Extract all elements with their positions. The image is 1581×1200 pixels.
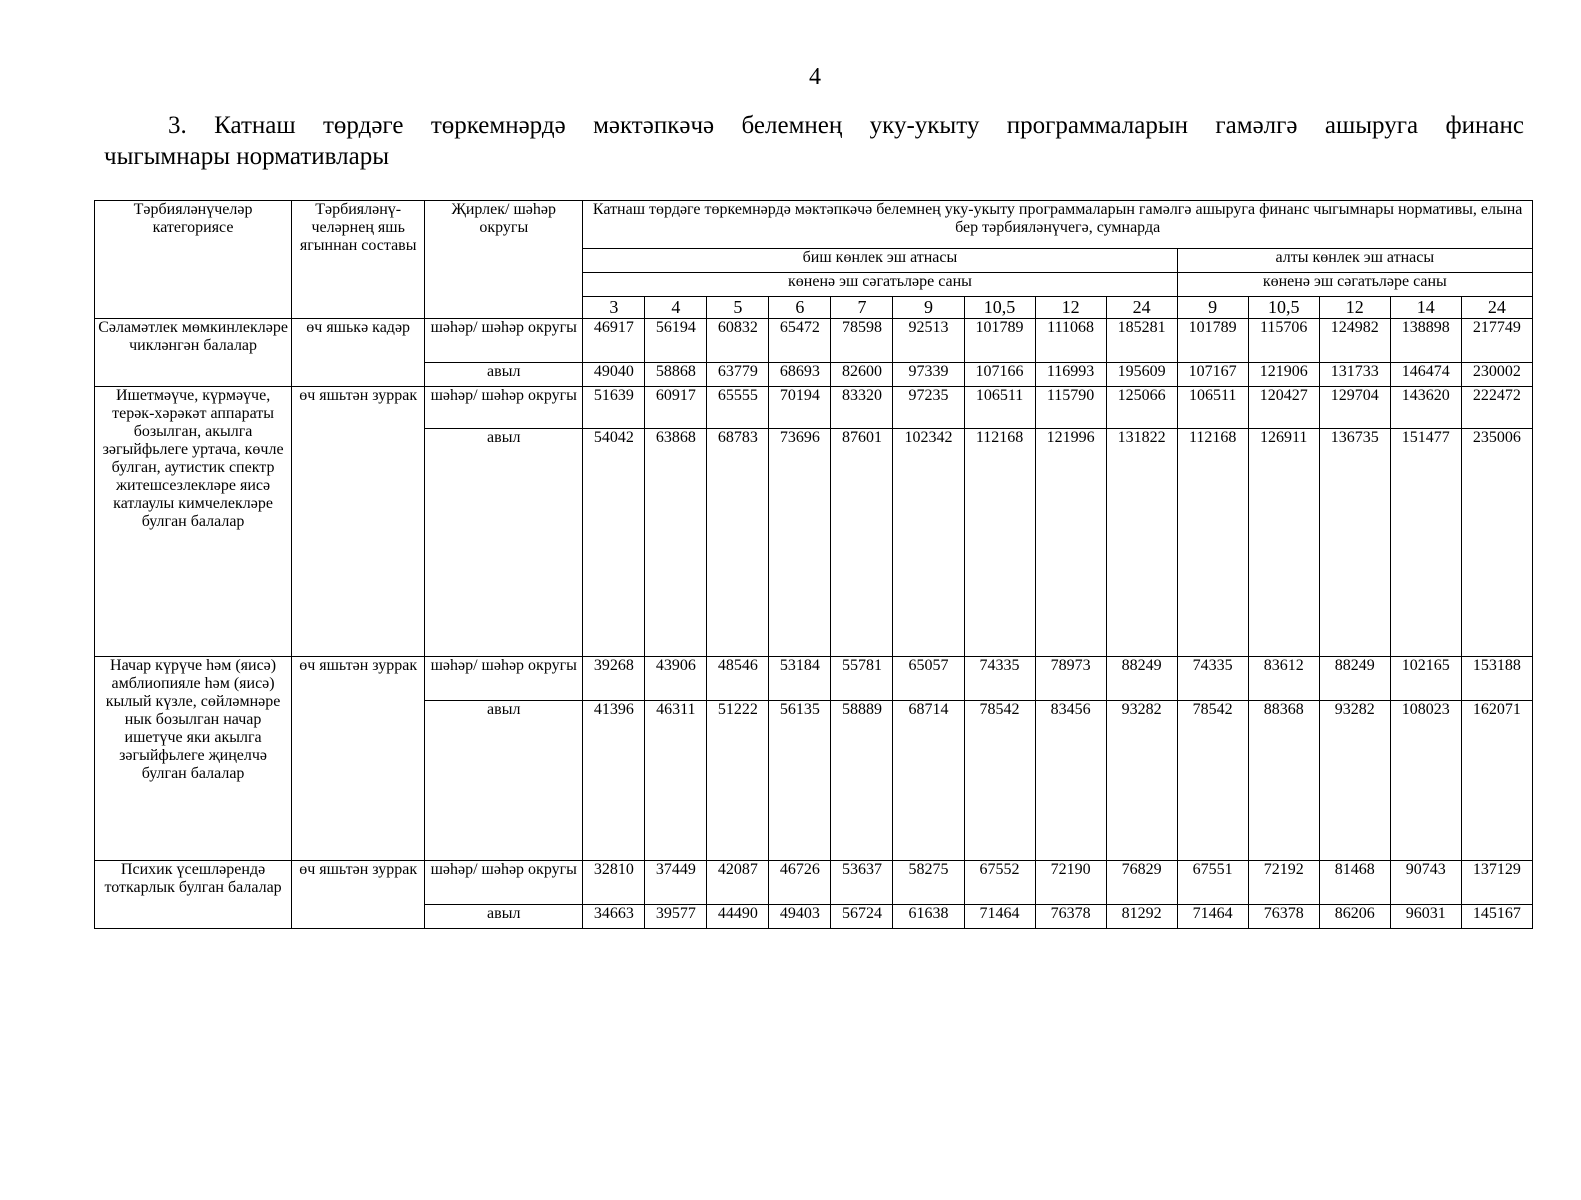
value-cell: 121906 [1248, 363, 1319, 387]
value-cell: 106511 [964, 387, 1035, 429]
value-cell: 111068 [1035, 319, 1106, 363]
value-cell: 65057 [893, 657, 964, 701]
value-cell: 67551 [1177, 861, 1248, 905]
location-cell: шәһәр/ шәһәр округы [425, 861, 583, 905]
value-cell: 90743 [1390, 861, 1461, 905]
category-cell: Начар күрүче һәм (яисә) амблиопияле һәм (яисә) кылый күзле, сөйләмнәре нык бозылган начар ишетүче яки акылга зәгыйфьлеге җиңелчә булган балалар [95, 657, 292, 861]
value-cell: 222472 [1461, 387, 1532, 429]
value-cell: 51639 [583, 387, 645, 429]
header-category: Тәрбияләнүчеләр категориясе [95, 201, 292, 319]
value-cell: 60832 [707, 319, 769, 363]
value-cell: 88249 [1106, 657, 1177, 701]
header-hours-cell: 9 [893, 297, 964, 319]
header-hours-cell: 12 [1035, 297, 1106, 319]
header-hours-cell: 7 [831, 297, 893, 319]
value-cell: 92513 [893, 319, 964, 363]
value-cell: 97339 [893, 363, 964, 387]
value-cell: 73696 [769, 429, 831, 657]
value-cell: 67552 [964, 861, 1035, 905]
value-cell: 43906 [645, 657, 707, 701]
document-heading [104, 110, 1524, 172]
age-cell: өч яшьтән зуррак [292, 657, 425, 861]
heading-line-1: 3. Катнаш төрдәге төркемнәрдә мәктәпкәчә белемнең уку-укыту программаларын гамәлгә ашыруга финанс [168, 112, 1524, 139]
value-cell: 115790 [1035, 387, 1106, 429]
header-location: Җирлек/ шәһәр округы [425, 201, 583, 319]
value-cell: 48546 [707, 657, 769, 701]
value-cell: 65555 [707, 387, 769, 429]
value-cell: 74335 [964, 657, 1035, 701]
value-cell: 81292 [1106, 905, 1177, 929]
value-cell: 60917 [645, 387, 707, 429]
value-cell: 116993 [1035, 363, 1106, 387]
value-cell: 131733 [1319, 363, 1390, 387]
location-cell: авыл [425, 701, 583, 861]
value-cell: 131822 [1106, 429, 1177, 657]
header-hours-cell: 4 [645, 297, 707, 319]
value-cell: 70194 [769, 387, 831, 429]
value-cell: 37449 [645, 861, 707, 905]
value-cell: 185281 [1106, 319, 1177, 363]
header-hours-cell: 24 [1461, 297, 1532, 319]
value-cell: 68693 [769, 363, 831, 387]
value-cell: 56724 [831, 905, 893, 929]
value-cell: 42087 [707, 861, 769, 905]
value-cell: 41396 [583, 701, 645, 861]
value-cell: 88368 [1248, 701, 1319, 861]
table-row [95, 387, 1533, 429]
header-hours-cell: 12 [1319, 297, 1390, 319]
value-cell: 145167 [1461, 905, 1532, 929]
value-cell: 58868 [645, 363, 707, 387]
value-cell: 54042 [583, 429, 645, 657]
value-cell: 83320 [831, 387, 893, 429]
value-cell: 115706 [1248, 319, 1319, 363]
value-cell: 83456 [1035, 701, 1106, 861]
location-cell: авыл [425, 363, 583, 387]
value-cell: 217749 [1461, 319, 1532, 363]
value-cell: 93282 [1319, 701, 1390, 861]
value-cell: 125066 [1106, 387, 1177, 429]
header-hours-cell: 9 [1177, 297, 1248, 319]
value-cell: 162071 [1461, 701, 1532, 861]
table-row [95, 861, 1533, 905]
location-cell: шәһәр/ шәһәр округы [425, 387, 583, 429]
value-cell: 151477 [1390, 429, 1461, 657]
value-cell: 153188 [1461, 657, 1532, 701]
value-cell: 39577 [645, 905, 707, 929]
value-cell: 61638 [893, 905, 964, 929]
value-cell: 78542 [964, 701, 1035, 861]
age-cell: өч яшьтән зуррак [292, 861, 425, 929]
page-number: 4 [809, 64, 821, 90]
value-cell: 56194 [645, 319, 707, 363]
value-cell: 58889 [831, 701, 893, 861]
value-cell: 138898 [1390, 319, 1461, 363]
value-cell: 235006 [1461, 429, 1532, 657]
value-cell: 108023 [1390, 701, 1461, 861]
location-cell: авыл [425, 429, 583, 657]
location-cell: авыл [425, 905, 583, 929]
value-cell: 58275 [893, 861, 964, 905]
value-cell: 124982 [1319, 319, 1390, 363]
value-cell: 107167 [1177, 363, 1248, 387]
value-cell: 39268 [583, 657, 645, 701]
age-cell: өч яшькә кадәр [292, 319, 425, 387]
value-cell: 88249 [1319, 657, 1390, 701]
header-six-day-week: алты көнлек эш атнасы [1177, 249, 1532, 273]
header-hours-label-six: көненә эш сәгатьләре саны [1177, 273, 1532, 297]
table-row [95, 657, 1533, 701]
value-cell: 55781 [831, 657, 893, 701]
header-hours-label-five: көненә эш сәгатьләре саны [583, 273, 1177, 297]
value-cell: 106511 [1177, 387, 1248, 429]
value-cell: 63868 [645, 429, 707, 657]
value-cell: 102165 [1390, 657, 1461, 701]
header-hours-cell: 14 [1390, 297, 1461, 319]
value-cell: 51222 [707, 701, 769, 861]
value-cell: 53184 [769, 657, 831, 701]
header-hours-cell: 24 [1106, 297, 1177, 319]
value-cell: 143620 [1390, 387, 1461, 429]
value-cell: 93282 [1106, 701, 1177, 861]
value-cell: 49040 [583, 363, 645, 387]
value-cell: 112168 [1177, 429, 1248, 657]
header-age: Тәрбияләнү-челәрнең яшь ягыннан составы [292, 201, 425, 319]
category-cell: Сәламәтлек мөмкинлекләре чикләнгән балалар [95, 319, 292, 387]
heading-line-2: чыгымнары нормативлары [104, 143, 390, 170]
location-cell: шәһәр/ шәһәр округы [425, 319, 583, 363]
value-cell: 121996 [1035, 429, 1106, 657]
value-cell: 68783 [707, 429, 769, 657]
value-cell: 71464 [1177, 905, 1248, 929]
value-cell: 97235 [893, 387, 964, 429]
value-cell: 46311 [645, 701, 707, 861]
value-cell: 137129 [1461, 861, 1532, 905]
value-cell: 96031 [1390, 905, 1461, 929]
header-main: Катнаш төрдәге төркемнәрдә мәктәпкәчә белемнең уку-укыту программаларын гамәлгә ашыруга финанс чыгымнары нормативы, елына бер тәрбияләнүчегә, сумнарда [583, 201, 1533, 249]
value-cell: 107166 [964, 363, 1035, 387]
value-cell: 63779 [707, 363, 769, 387]
value-cell: 101789 [964, 319, 1035, 363]
value-cell: 101789 [1177, 319, 1248, 363]
value-cell: 49403 [769, 905, 831, 929]
value-cell: 78542 [1177, 701, 1248, 861]
value-cell: 83612 [1248, 657, 1319, 701]
value-cell: 46917 [583, 319, 645, 363]
header-hours-cell: 5 [707, 297, 769, 319]
category-cell: Психик үсешләрендә тоткарлык булган балалар [95, 861, 292, 929]
value-cell: 76378 [1035, 905, 1106, 929]
value-cell: 86206 [1319, 905, 1390, 929]
value-cell: 136735 [1319, 429, 1390, 657]
value-cell: 76378 [1248, 905, 1319, 929]
value-cell: 71464 [964, 905, 1035, 929]
value-cell: 82600 [831, 363, 893, 387]
value-cell: 76829 [1106, 861, 1177, 905]
value-cell: 78973 [1035, 657, 1106, 701]
value-cell: 81468 [1319, 861, 1390, 905]
value-cell: 68714 [893, 701, 964, 861]
value-cell: 146474 [1390, 363, 1461, 387]
value-cell: 44490 [707, 905, 769, 929]
value-cell: 112168 [964, 429, 1035, 657]
header-hours-cell: 10,5 [964, 297, 1035, 319]
value-cell: 72190 [1035, 861, 1106, 905]
value-cell: 53637 [831, 861, 893, 905]
header-five-day-week: биш көнлек эш атнасы [583, 249, 1177, 273]
value-cell: 34663 [583, 905, 645, 929]
value-cell: 120427 [1248, 387, 1319, 429]
value-cell: 126911 [1248, 429, 1319, 657]
value-cell: 87601 [831, 429, 893, 657]
header-hours-cell: 6 [769, 297, 831, 319]
category-cell: Ишетмәүче, күрмәүче, терәк-хәрәкәт аппараты бозылган, акылга зәгыйфьлеге уртача, көчле булган, аутистик спектр житешсезлекләре яисә катлаулы кимчелекләре булган балалар [95, 387, 292, 657]
location-cell: шәһәр/ шәһәр округы [425, 657, 583, 701]
value-cell: 129704 [1319, 387, 1390, 429]
value-cell: 102342 [893, 429, 964, 657]
table-row [95, 319, 1533, 363]
value-cell: 72192 [1248, 861, 1319, 905]
norms-table [94, 200, 1533, 929]
header-hours-cell: 10,5 [1248, 297, 1319, 319]
value-cell: 46726 [769, 861, 831, 905]
value-cell: 230002 [1461, 363, 1532, 387]
age-cell: өч яшьтән зуррак [292, 387, 425, 657]
value-cell: 78598 [831, 319, 893, 363]
value-cell: 56135 [769, 701, 831, 861]
value-cell: 74335 [1177, 657, 1248, 701]
value-cell: 195609 [1106, 363, 1177, 387]
value-cell: 32810 [583, 861, 645, 905]
header-hours-cell: 3 [583, 297, 645, 319]
value-cell: 65472 [769, 319, 831, 363]
